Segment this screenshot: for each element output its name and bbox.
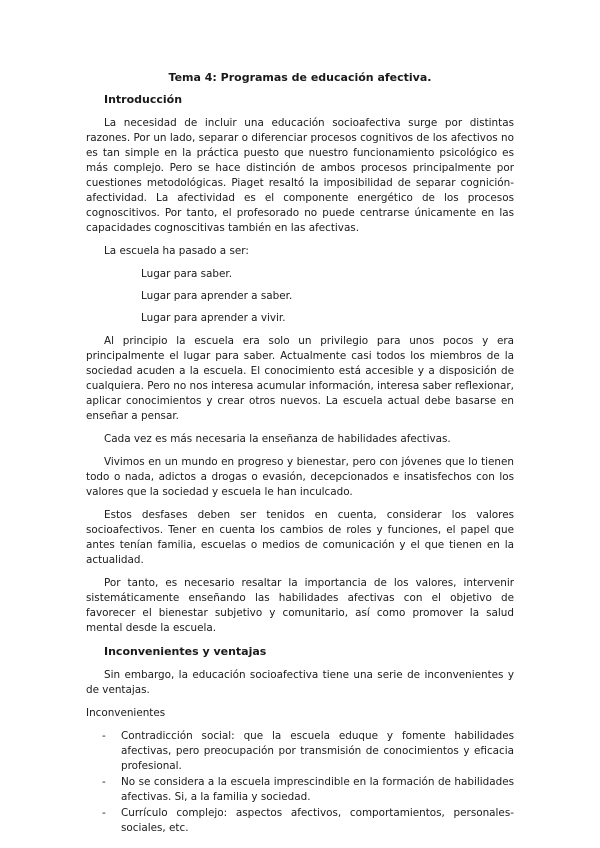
dash-bullet: - — [102, 730, 106, 742]
paragraph: La necesidad de incluir una educación socioafectiva surge por distintas razones. Por un lado, separar o diferenciar procesos cognitivos de los afectivos no es tan simple en la práctica puesto que nuestro funcionamiento psicológico es más complejo. Pero se hace distinción de ambos procesos principalmente por cuestiones metodológicas. Piaget resaltó la imposibilidad de separar cognición-afectividad. La afectividad es el componente energético de los procesos cognoscitivos. Por tanto, el profesorado no puede centrarse únicamente en las capacidades cognoscitivas también en las afectivas. — [86, 117, 514, 234]
dash-bullet: - — [102, 807, 106, 819]
list-item: Lugar para aprender a saber. — [141, 290, 293, 302]
paragraph: Por tanto, es necesario resaltar la importancia de los valores, intervenir sistemáticamente enseñando las habilidades afectivas con el objetivo de favorecer el bienestar subjetivo y comunitario, así como promover la salud mental desde la escuela. — [86, 577, 514, 634]
heading-introduccion: Introducción — [104, 93, 183, 106]
list-item-text: Contradicción social: que la escuela eduque y fomente habilidades afectivas, pero preocupación por transmisión de conocimientos y eficacia profesional. — [121, 730, 514, 772]
paragraph: Sin embargo, la educación socioafectiva tiene una serie de inconvenientes y de ventajas. — [86, 669, 514, 696]
drawbacks-list — [86, 729, 514, 836]
paragraph: Estos desfases deben ser tenidos en cuenta, considerar los valores socioafectivos. Tener en cuenta los cambios de roles y funciones, el papel que antes tenían familia, escuelas o medios de comunicación y el que tienen en la actualidad. — [86, 509, 514, 566]
list-item — [86, 806, 514, 836]
school-list — [86, 267, 514, 326]
list-item-text: Currículo complejo: aspectos afectivos, comportamientos, personales-sociales, etc. — [121, 807, 514, 834]
list-item — [86, 775, 514, 805]
heading-inconvenientes-ventajas: Inconvenientes y ventajas — [104, 645, 267, 658]
list-item-text: No se considera a la escuela imprescindible en la formación de habilidades afectivas. Si, a la familia y sociedad. — [121, 776, 514, 803]
paragraph: La escuela ha pasado a ser: — [104, 245, 249, 257]
document-title: Tema 4: Programas de educación afectiva. — [168, 71, 432, 84]
list-item: Lugar para saber. — [141, 268, 233, 280]
paragraph: Vivimos en un mundo en progreso y bienestar, pero con jóvenes que lo tienen todo o nada, adictos a drogas o evasión, decepcionados e insatisfechos con los valores que la sociedad y escuela le han inculcado. — [86, 456, 514, 498]
paragraph: Cada vez es más necesaria la enseñanza de habilidades afectivas. — [104, 433, 451, 445]
paragraph: Al principio la escuela era solo un privilegio para unos pocos y era principalmente el lugar para saber. Actualmente casi todos los miembros de la sociedad acuden a la escuela. El conocimiento está accesible y a disposición de cualquiera. Pero no nos interesa acumular información, interesa saber reflexionar, aplicar conocimientos y crear otros nuevos. La escuela actual debe basarse en enseñar a pensar. — [86, 335, 514, 422]
dash-bullet: - — [102, 776, 106, 788]
list-item: Lugar para aprender a vivir. — [141, 312, 286, 324]
subheading-inconvenientes: Inconvenientes — [86, 707, 166, 719]
list-item — [86, 729, 514, 774]
